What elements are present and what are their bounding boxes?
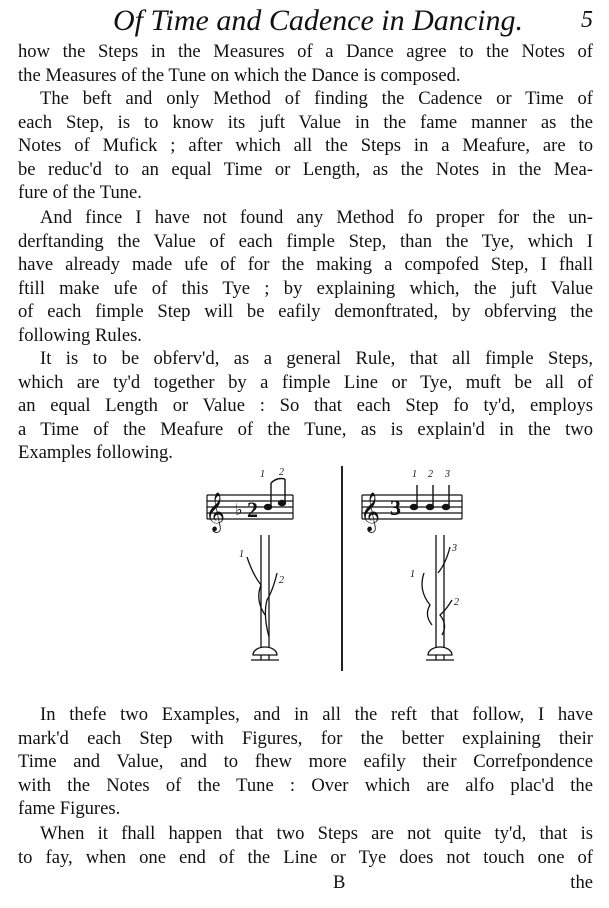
step-figure-mark: 2 bbox=[279, 575, 284, 586]
paragraph-2 bbox=[18, 87, 593, 205]
text-line: be reduc'd to an equal Time or Length, as the Notes in the Mea- bbox=[18, 158, 593, 180]
text-line: each Step, is to know its juft Value in the fame manner as the bbox=[18, 111, 593, 133]
text-line: to fay, when one end of the Line or Tye does not touch one of bbox=[18, 846, 593, 868]
text-line: In thefe two Examples, and in all the reft that follow, I have bbox=[40, 704, 593, 725]
step-figure-mark: 2 bbox=[454, 597, 459, 608]
text-line: ftill make ufe of this Tye ; by explaining which, the juft Value bbox=[18, 277, 593, 299]
running-title: Of Time and Cadence in Dancing. bbox=[113, 4, 523, 37]
paragraph-3 bbox=[18, 206, 593, 347]
text-line: fame Figures. bbox=[18, 798, 121, 819]
text-line: of each fimple Step will be eafily demonftrated, by obferving the bbox=[18, 301, 593, 322]
text-line: derftanding the Value of each fimple Step, than the Tye, which I bbox=[18, 230, 593, 252]
paragraph-4 bbox=[18, 347, 593, 465]
text-line: It is to be obferv'd, as a general Rule, that all fimple Steps, bbox=[40, 348, 593, 369]
text-line: a Time of the Meafure of the Tune, as is explain'd in the two bbox=[18, 418, 593, 440]
page-number: 5 bbox=[581, 7, 593, 33]
flat-icon: ♭ bbox=[235, 500, 243, 519]
text-line: have already made ufe of for the making a compofed Step, I fhall bbox=[18, 254, 593, 275]
text-line: And fince I have not found any Method fo proper for the un- bbox=[40, 207, 593, 228]
treble-clef-icon: 𝄞 bbox=[360, 492, 381, 532]
notes-left bbox=[265, 479, 286, 510]
text-line: which are ty'd together by a fimple Line or Tye, muft be all of bbox=[18, 371, 593, 393]
step-figure-mark: 1 bbox=[239, 549, 244, 560]
text-line: mark'd each Step with Figures, for the better explaining their bbox=[18, 727, 593, 749]
figure-mark: 2 bbox=[428, 469, 433, 480]
page-header bbox=[18, 0, 593, 42]
text-line: with the Notes of the Tune : Over which are alfo plac'd the bbox=[18, 774, 593, 796]
page-footer bbox=[18, 870, 593, 900]
figure-mark: 1 bbox=[412, 469, 417, 480]
figure-mark: 3 bbox=[445, 469, 450, 480]
catchword: the bbox=[570, 872, 593, 893]
figure-mark: 2 bbox=[279, 467, 284, 478]
text-line: fure of the Tune. bbox=[18, 182, 142, 203]
text-line: When it fhall happen that two Steps are not quite ty'd, that is bbox=[40, 823, 593, 844]
step-figure-left bbox=[195, 465, 345, 675]
notes-right bbox=[411, 485, 450, 510]
paragraph-6 bbox=[18, 822, 593, 869]
step-track-left bbox=[247, 535, 279, 660]
paragraph-5 bbox=[18, 703, 593, 821]
time-signature: 3 bbox=[390, 495, 401, 520]
step-track-right bbox=[422, 535, 454, 660]
time-signature: 2 bbox=[247, 497, 258, 522]
text-line: how the Steps in the Measures of a Dance agree to the Notes of bbox=[18, 41, 593, 62]
text-line: Time and Value, and to fhew more eafily their Correfpondence bbox=[18, 751, 593, 772]
text-line: the Measures of the Tune on which the Dance is composed. bbox=[18, 64, 461, 86]
step-figure-mark: 3 bbox=[452, 543, 457, 554]
text-line: Notes of Mufick ; after which all the Steps in a Meafure, are to bbox=[18, 135, 593, 156]
text-line: Examples following. bbox=[18, 442, 173, 463]
text-line: following Rules. bbox=[18, 324, 142, 346]
treble-clef-icon: 𝄞 bbox=[205, 492, 226, 532]
paragraph-1 bbox=[18, 40, 593, 87]
text-line: The beft and only Method of finding the Cadence or Time of bbox=[40, 88, 593, 109]
step-figure-right bbox=[350, 465, 470, 675]
signature-mark: B bbox=[333, 872, 346, 893]
text-line: an equal Length or Value : So that each Step fo ty'd, employs bbox=[18, 395, 593, 416]
step-figure-mark: 1 bbox=[410, 569, 415, 580]
figure-mark: 1 bbox=[260, 469, 265, 480]
